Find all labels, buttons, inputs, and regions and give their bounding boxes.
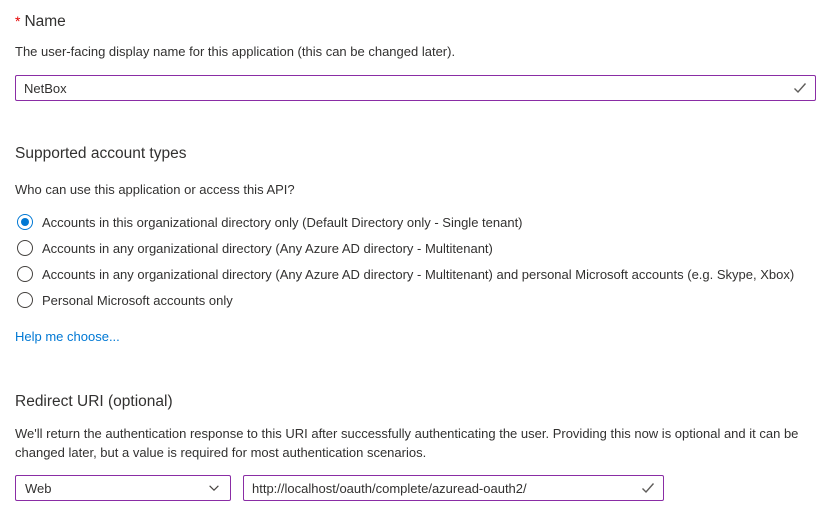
platform-select[interactable]: [15, 475, 231, 501]
radio-button-icon[interactable]: [17, 214, 33, 230]
radio-option-single-tenant[interactable]: [15, 209, 816, 235]
name-section-title-text: Name: [24, 13, 66, 30]
name-description: The user-facing display name for this application (this can be changed later).: [15, 44, 456, 59]
radio-option-label: Accounts in any organizational directory (Any Azure AD directory - Multitenant): [42, 240, 493, 256]
redirect-uri-input[interactable]: [243, 475, 664, 501]
redirect-uri-section-title: Redirect URI (optional): [15, 393, 173, 410]
radio-option-personal-only[interactable]: [15, 287, 816, 313]
uri-input-wrap: [243, 475, 664, 501]
help-me-choose-link[interactable]: Help me choose...: [15, 329, 120, 344]
platform-select-value: Web: [25, 480, 52, 496]
radio-option-label: Personal Microsoft accounts only: [42, 292, 233, 308]
radio-button-icon[interactable]: [17, 240, 33, 256]
radio-option-multitenant[interactable]: [15, 235, 816, 261]
name-input[interactable]: [15, 75, 816, 101]
radio-option-label: Accounts in any organizational directory (Any Azure AD directory - Multitenant) and personal Microsoft accounts (e.g. Skype, Xbox): [42, 266, 795, 282]
account-types-question: Who can use this application or access this API?: [15, 182, 295, 197]
account-types-radio-group: [15, 209, 816, 313]
radio-option-label: Accounts in this organizational directory only (Default Directory only - Single tenant): [42, 214, 523, 230]
chevron-down-icon: [207, 481, 221, 495]
name-section-title: [15, 11, 816, 32]
redirect-uri-description: We'll return the authentication response to this URI after successfully authenticating the user. Providing this now is optional and it can be changed later, but a value is required for most authentication scenarios.: [15, 426, 799, 460]
radio-button-icon[interactable]: [17, 266, 33, 282]
radio-option-multitenant-personal[interactable]: [15, 261, 816, 287]
account-types-section-title: Supported account types: [15, 145, 187, 162]
name-input-wrap: [15, 75, 816, 101]
required-asterisk: *: [15, 13, 21, 29]
radio-button-icon[interactable]: [17, 292, 33, 308]
redirect-uri-row: [15, 475, 816, 501]
